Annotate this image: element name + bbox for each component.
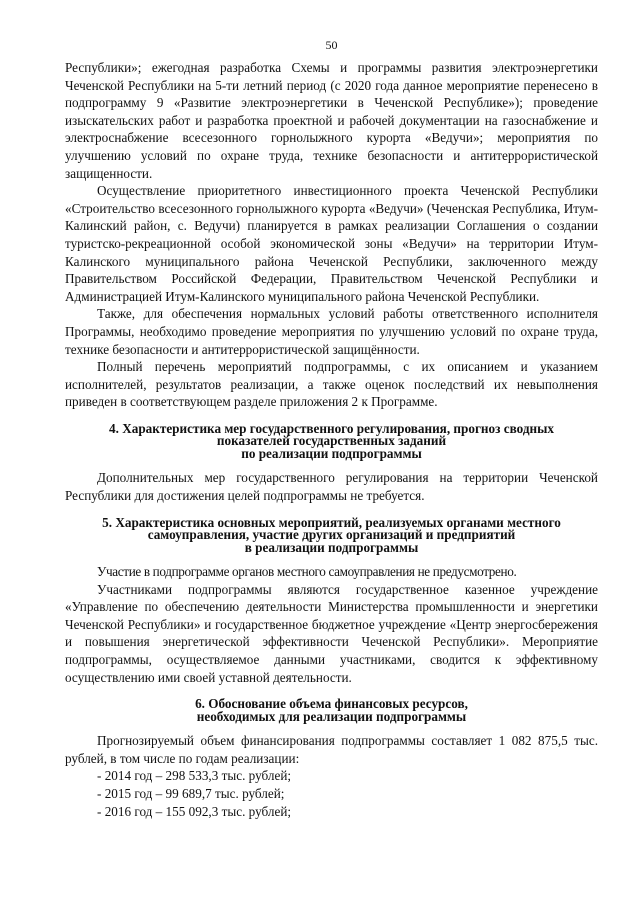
section-5-heading-line: 5. Характеристика основных мероприятий, реализуемых органами местного bbox=[102, 514, 561, 530]
section-6-heading-line: 6. Обоснование объема финансовых ресурсов, bbox=[195, 696, 468, 712]
paragraph-continuation: Республики»; ежегодная разработка Схемы и программы развития электроэнергетики Чеченской Республики на 5-ти летний период (с 2020 года данное мероприятие перенесено в подпрограмму 9 «Развитие электроэнергетики в Чеченской Республике»); проведение изыскательских работ и разработка проектной и рабочей документации на газоснабжение и электроснабжение всесезонного горнолыжного курорта «Ведучи»; мероприятия по улучшению условий по охране труда, технике безопасности и антитеррористической защищенности. bbox=[65, 60, 598, 181]
section-5-heading-line: самоуправления, участие других организаций и предприятий bbox=[147, 527, 516, 543]
section-4-heading-line: 4. Характеристика мер государственного регулирования, прогноз сводных bbox=[109, 420, 554, 436]
section-5-heading-line: в реализации подпрограммы bbox=[244, 539, 419, 555]
paragraph-investment-project: Осуществление приоритетного инвестиционного проекта Чеченской Республики «Строительство всесезонного горнолыжного курорта «Ведучи» (Чеченская Республика, Итум-Калинский район, с. Ведучи) планируется в рамках реализации Соглашения о создании туристско-рекреационной особой экономической зоны «Ведучи» на территории Итум-Калинского муниципального района Чеченской Республики, заключенного между Правительством Российской Федерации, Правительством Чеченской Республики и Администрацией Итум-Калинского муниципального района Чеченской Республики. bbox=[65, 183, 598, 304]
paragraph-working-conditions: Также, для обеспечения нормальных условий работы ответственного исполнителя Программы, необходимо проведение мероприятия по улучшению условий по охране труда, технике безопасности и антитеррористической защищённости. bbox=[65, 306, 598, 357]
section-6-heading-line: необходимых для реализации подпрограммы bbox=[196, 708, 467, 724]
section-5-paragraph-local-government: Участие в подпрограмме органов местного самоуправления не предусмотрено. bbox=[97, 564, 517, 580]
section-6-heading bbox=[65, 698, 598, 723]
funding-by-year-list bbox=[65, 767, 598, 820]
list-item: - 2016 год – 155 092,3 тыс. рублей; bbox=[97, 803, 292, 819]
section-4-heading bbox=[65, 420, 598, 461]
section-4-paragraph: Дополнительных мер государственного регулирования на территории Чеченской Республики для достижения целей подпрограммы не требуется. bbox=[65, 470, 598, 503]
section-4-heading-line: показателей государственных заданий bbox=[216, 433, 447, 449]
page-number: 50 bbox=[325, 38, 338, 52]
section-6-paragraph: Прогнозируемый объем финансирования подпрограммы составляет 1 082 875,5 тыс. рублей, в том числе по годам реализации: bbox=[65, 733, 598, 766]
section-4-heading-line: по реализации подпрограммы bbox=[241, 445, 422, 461]
list-item: - 2015 год – 99 689,7 тыс. рублей; bbox=[97, 786, 285, 801]
list-item: - 2014 год – 298 533,3 тыс. рублей; bbox=[97, 768, 292, 784]
section-5-heading bbox=[65, 514, 598, 555]
section-5-paragraph-participants: Участниками подпрограммы являются государственное казенное учреждение «Управление по обеспечению деятельности Министерства промышленности и энергетики Чеченской Республики» и государственное бюджетное учреждение «Центр энергосбережения и повышения энергетической эффективности Чеченской Республики». Мероприятие подпрограммы, осуществляемое данными участниками, сводится к эффективному осуществлению ими своей уставной деятельности. bbox=[65, 581, 598, 685]
paragraph-activities-list: Полный перечень мероприятий подпрограммы, с их описанием и указанием исполнителей, результатов реализации, а также оценок последствий их невыполнения приведен в соответствующем разделе приложения 2 к Программе. bbox=[65, 359, 598, 410]
